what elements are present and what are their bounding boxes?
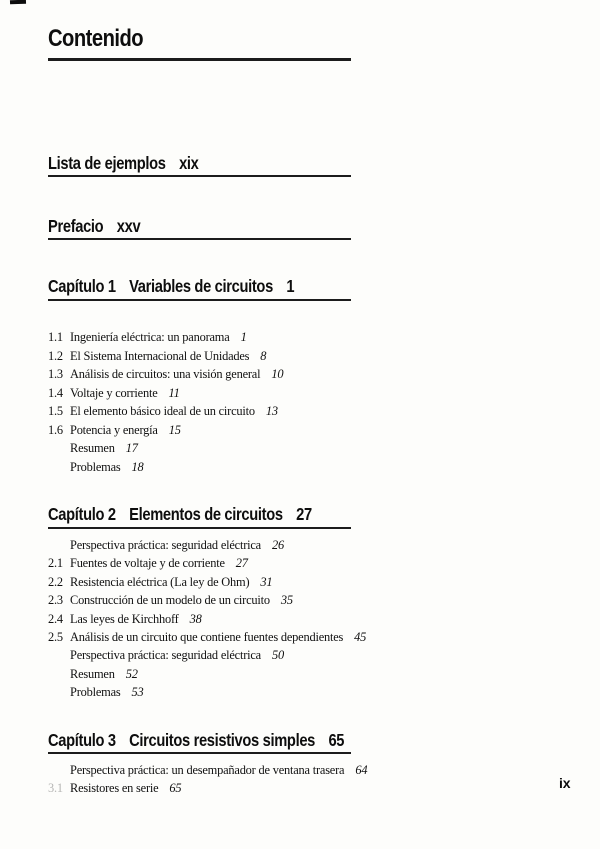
front-section-label: Prefacio [48,216,104,236]
page-title: Contenido [48,25,144,52]
toc-section-title: Perspectiva práctica: seguridad eléctrica [70,648,261,663]
toc-page-number: 45 [354,630,367,645]
toc-row [48,665,600,683]
toc-section-number: 1.4 [48,385,63,400]
chapter-3-heading [48,729,351,754]
toc-row [48,591,600,609]
toc-page-number: 1 [240,330,247,344]
toc-row [48,328,600,347]
chapter-title: Variables de circuitos [129,276,273,296]
toc-section-title: Potencia y energía [70,422,158,437]
toc-section-number: 2.2 [48,574,63,589]
chapter-title: Elementos de circuitos [129,504,283,524]
front-section-lista-de-ejemplos [48,155,351,177]
toc-page-number: 26 [271,538,284,552]
toc-row [48,646,600,664]
toc-section-number: 1.2 [48,348,63,363]
toc-row [48,573,600,591]
toc-section-title: Análisis de un circuito que contiene fuentes dependientes [70,630,344,645]
chapter-label: Capítulo 2 [48,504,116,524]
chapter-page-number: 1 [286,276,295,296]
front-section-page-number: xxv [116,216,141,236]
toc-section-title: Las leyes de Kirchhoff [70,611,179,626]
toc-section-title: Perspectiva práctica: seguridad eléctrica [70,538,261,552]
toc-row [48,683,600,701]
toc-row [48,439,600,458]
toc-row [48,421,600,440]
toc-row [48,458,600,477]
chapter-page-number: 27 [296,504,312,524]
toc-page-number: 65 [169,781,182,796]
toc-row [48,761,600,780]
chapter-title: Circuitos resistivos simples [129,729,316,750]
toc-section-title: Resistencia eléctrica (La ley de Ohm) [70,574,250,589]
toc-section-number: 1.3 [48,367,63,381]
toc-section-number: 1.5 [48,404,63,418]
toc-row [48,347,600,366]
toc-row [48,365,600,384]
toc-section-number: 2.1 [48,556,63,571]
scan-artifact-mark [10,0,26,4]
toc-section-title: Análisis de circuitos: una visión general [70,367,261,381]
toc-page-number: 52 [125,666,138,681]
toc-section-title: Construcción de un modelo de un circuito [70,593,270,608]
chapter-1-items [48,328,600,476]
toc-page-number: 64 [355,762,368,777]
front-section-page-number: xix [179,153,199,173]
chapter-2-items [48,536,600,702]
toc-section-number: 2.5 [48,630,63,645]
toc-page-number: 11 [168,385,180,400]
toc-row [48,536,600,554]
toc-page-number: 10 [271,367,284,381]
toc-page-number: 50 [271,648,284,663]
toc-row [48,554,600,572]
toc-section-number: 2.4 [48,611,63,626]
front-section-label: Lista de ejemplos [48,153,166,173]
toc-page-number: 15 [168,422,181,437]
toc-page-number: 31 [260,574,273,589]
page-title-block [48,26,351,61]
toc-section-title: Ingeniería eléctrica: un panorama [70,330,230,344]
chapter-1-heading [48,278,351,301]
toc-section-title: El elemento básico ideal de un circuito [70,404,255,418]
toc-page-number: 8 [260,348,267,363]
toc-section-title: Resumen [70,666,115,681]
toc-row [48,628,600,646]
front-section-prefacio [48,218,351,240]
toc-section-title: Resumen [70,441,115,455]
toc-section-number: 3.1 [48,781,63,796]
toc-row [48,384,600,403]
toc-row [48,402,600,421]
toc-section-title: Problemas [70,459,121,474]
toc-row [48,610,600,628]
toc-page-number: 35 [280,593,293,608]
toc-section-number: 1.6 [48,422,63,437]
chapter-label: Capítulo 3 [48,729,116,750]
toc-page-number: 18 [131,459,144,474]
chapter-label: Capítulo 1 [48,276,116,296]
chapter-page-number: 65 [328,729,345,750]
toc-section-title: Fuentes de voltaje y de corriente [70,556,225,571]
toc-page-number: 38 [189,611,202,626]
toc-row [48,779,600,798]
toc-section-title: Problemas [70,685,121,700]
toc-page-number: 17 [125,441,138,455]
toc-section-number: 2.3 [48,593,63,608]
page-folio: ix [559,775,571,791]
toc-section-title: Voltaje y corriente [70,385,158,400]
chapter-3-items [48,761,600,798]
toc-page-number: 13 [265,404,278,418]
toc-page-number: 53 [131,685,144,700]
chapter-2-heading [48,506,351,529]
toc-section-title: Resistores en serie [70,781,159,796]
toc-section-title: Perspectiva práctica: un desempañador de ventana trasera [70,762,345,777]
toc-section-number: 1.1 [48,330,63,344]
toc-section-title: El Sistema Internacional de Unidades [70,348,250,363]
toc-page-number: 27 [235,556,248,571]
